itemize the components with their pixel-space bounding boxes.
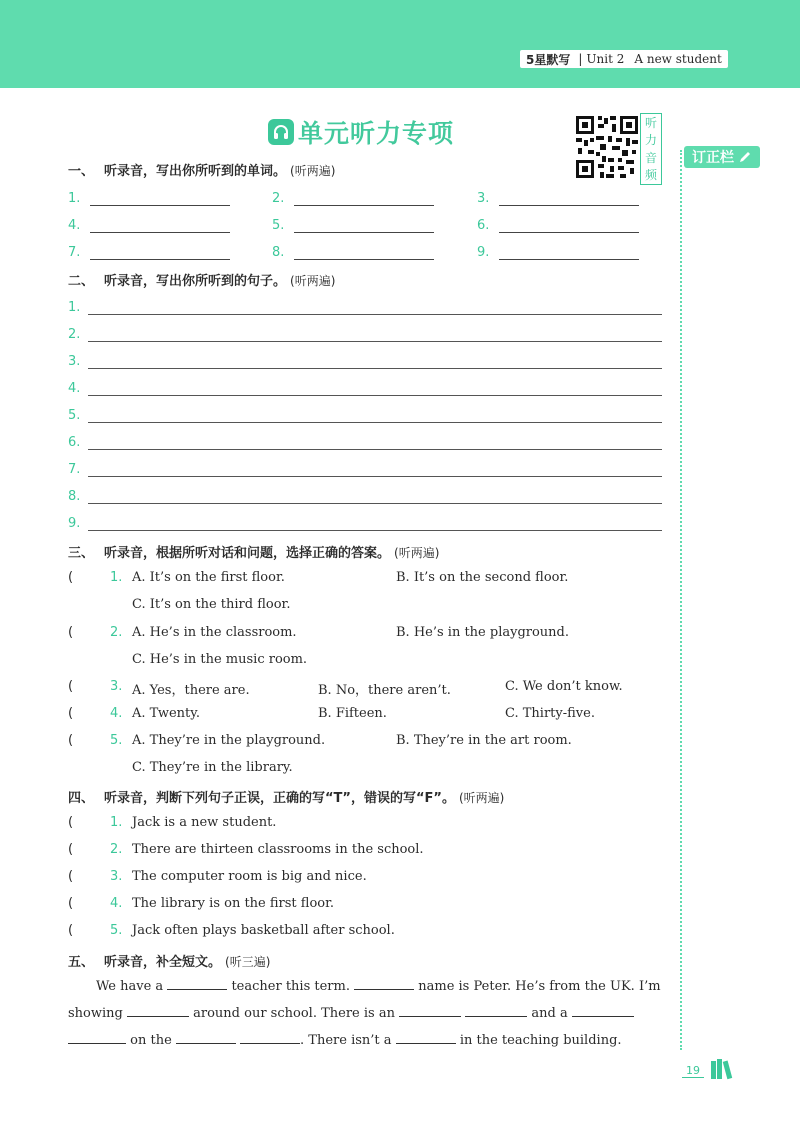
- cloze-blank[interactable]: [176, 1029, 236, 1044]
- option-c: C. It’s on the third floor.: [132, 597, 291, 612]
- option-a: A. He’s in the classroom.: [132, 625, 297, 640]
- answer-bracket[interactable]: (: [68, 923, 74, 938]
- cloze-blank[interactable]: [240, 1029, 300, 1044]
- answer-bracket[interactable]: (: [68, 733, 74, 748]
- cloze-blank[interactable]: [396, 1029, 456, 1044]
- section-1-heading: 一、 听录音，写出你所听到的单词。 (听两遍): [68, 164, 336, 179]
- word-blank[interactable]: 4.: [68, 216, 230, 233]
- option-b: B. No，there aren’t.: [318, 683, 451, 698]
- answer-bracket[interactable]: (: [68, 869, 74, 884]
- section-2-heading: 二、 听录音，写出你所听到的句子。 (听两遍): [68, 274, 336, 289]
- sentence-line[interactable]: 7.: [68, 460, 662, 477]
- sentence-line[interactable]: 2.: [68, 325, 662, 342]
- cloze-blank[interactable]: [127, 1002, 189, 1017]
- question-number: 3.: [110, 869, 123, 884]
- option-c: C. He’s in the music room.: [132, 652, 308, 667]
- cloze-blank[interactable]: [465, 1002, 527, 1017]
- answer-bracket[interactable]: (: [68, 842, 74, 857]
- section-4-heading: 四、 听录音，判断下列句子正误，正确的写“T”，错误的写“F”。 (听两遍): [68, 791, 505, 806]
- word-blank[interactable]: 9.: [477, 243, 639, 260]
- sentence-line[interactable]: 8.: [68, 487, 662, 504]
- unit-number: Unit 2: [586, 52, 625, 66]
- page-title: 单元听力专项: [298, 119, 455, 148]
- option-b: B. Fifteen.: [318, 706, 387, 721]
- answer-bracket[interactable]: (: [68, 570, 74, 585]
- books-icon: [710, 1058, 736, 1080]
- option-b: B. They’re in the art room.: [396, 733, 572, 748]
- header-band: [0, 0, 800, 88]
- correction-divider: [680, 150, 682, 1050]
- statement: Jack is a new student.: [132, 815, 277, 830]
- option-a: A. It’s on the first floor.: [132, 570, 285, 585]
- word-blank[interactable]: 5.: [272, 216, 434, 233]
- question-number: 1.: [110, 815, 123, 830]
- word-blank[interactable]: 6.: [477, 216, 639, 233]
- option-b: B. He’s in the playground.: [396, 625, 570, 640]
- answer-bracket[interactable]: (: [68, 896, 74, 911]
- audio-tag: 听 力 音 频: [640, 113, 662, 185]
- answer-bracket[interactable]: (: [68, 815, 74, 830]
- page-number: 19: [682, 1064, 704, 1078]
- sentence-line[interactable]: 3.: [68, 352, 662, 369]
- question-number: 2.: [110, 842, 123, 857]
- pencil-icon: [738, 150, 752, 164]
- option-a: A. They’re in the playground.: [132, 733, 326, 748]
- sentence-line[interactable]: 5.: [68, 406, 662, 423]
- answer-bracket[interactable]: (: [68, 679, 74, 694]
- section-5-heading: 五、 听录音，补全短文。 (听三遍): [68, 955, 271, 970]
- statement: The computer room is big and nice.: [132, 869, 367, 884]
- option-b: B. It’s on the second floor.: [396, 570, 569, 585]
- sentence-line[interactable]: 9.: [68, 514, 662, 531]
- statement: There are thirteen classrooms in the school.: [132, 842, 424, 857]
- question-number: 5.: [110, 923, 123, 938]
- cloze-blank[interactable]: [354, 975, 414, 990]
- cloze-passage: We have a teacher this term. name is Peter. He’s from the UK. I’m showing around our school. There is an and a on the . There isn’t a in the teaching building.: [68, 973, 662, 1054]
- headphones-icon: [268, 119, 294, 145]
- word-blank[interactable]: 2.: [272, 189, 434, 206]
- cloze-blank[interactable]: [68, 1029, 126, 1044]
- page-title-block: [268, 114, 454, 150]
- question-number: 4.: [110, 896, 123, 911]
- option-a: A. Yes，there are.: [132, 683, 250, 698]
- unit-title: A new student: [634, 52, 722, 66]
- statement: The library is on the first floor.: [132, 896, 335, 911]
- question-number: 4.: [110, 706, 123, 721]
- sentence-line[interactable]: 1.: [68, 298, 662, 315]
- correction-tab: 订正栏: [684, 146, 760, 168]
- statement: Jack often plays basketball after school.: [132, 923, 395, 938]
- question-number: 2.: [110, 625, 123, 640]
- word-blank[interactable]: 1.: [68, 189, 230, 206]
- word-blank[interactable]: 7.: [68, 243, 230, 260]
- qr-code-icon[interactable]: [574, 114, 640, 180]
- option-c: C. They’re in the library.: [132, 760, 293, 775]
- cloze-blank[interactable]: [572, 1002, 634, 1017]
- answer-bracket[interactable]: (: [68, 706, 74, 721]
- answer-bracket[interactable]: (: [68, 625, 74, 640]
- header-label: 5星默写 | Unit 2 A new student: [520, 50, 728, 68]
- cloze-blank[interactable]: [399, 1002, 461, 1017]
- option-c: C. Thirty-five.: [505, 706, 595, 721]
- question-number: 5.: [110, 733, 123, 748]
- series-name: 5星默写: [526, 52, 571, 67]
- sentence-line[interactable]: 6.: [68, 433, 662, 450]
- section-3-heading: 三、 听录音，根据所听对话和问题，选择正确的答案。 (听两遍): [68, 546, 440, 561]
- question-number: 1.: [110, 570, 123, 585]
- sentence-line[interactable]: 4.: [68, 379, 662, 396]
- question-number: 3.: [110, 679, 123, 694]
- option-a: A. Twenty.: [132, 706, 201, 721]
- word-blank[interactable]: 8.: [272, 243, 434, 260]
- cloze-blank[interactable]: [167, 975, 227, 990]
- option-c: C. We don’t know.: [505, 679, 623, 694]
- word-blank[interactable]: 3.: [477, 189, 639, 206]
